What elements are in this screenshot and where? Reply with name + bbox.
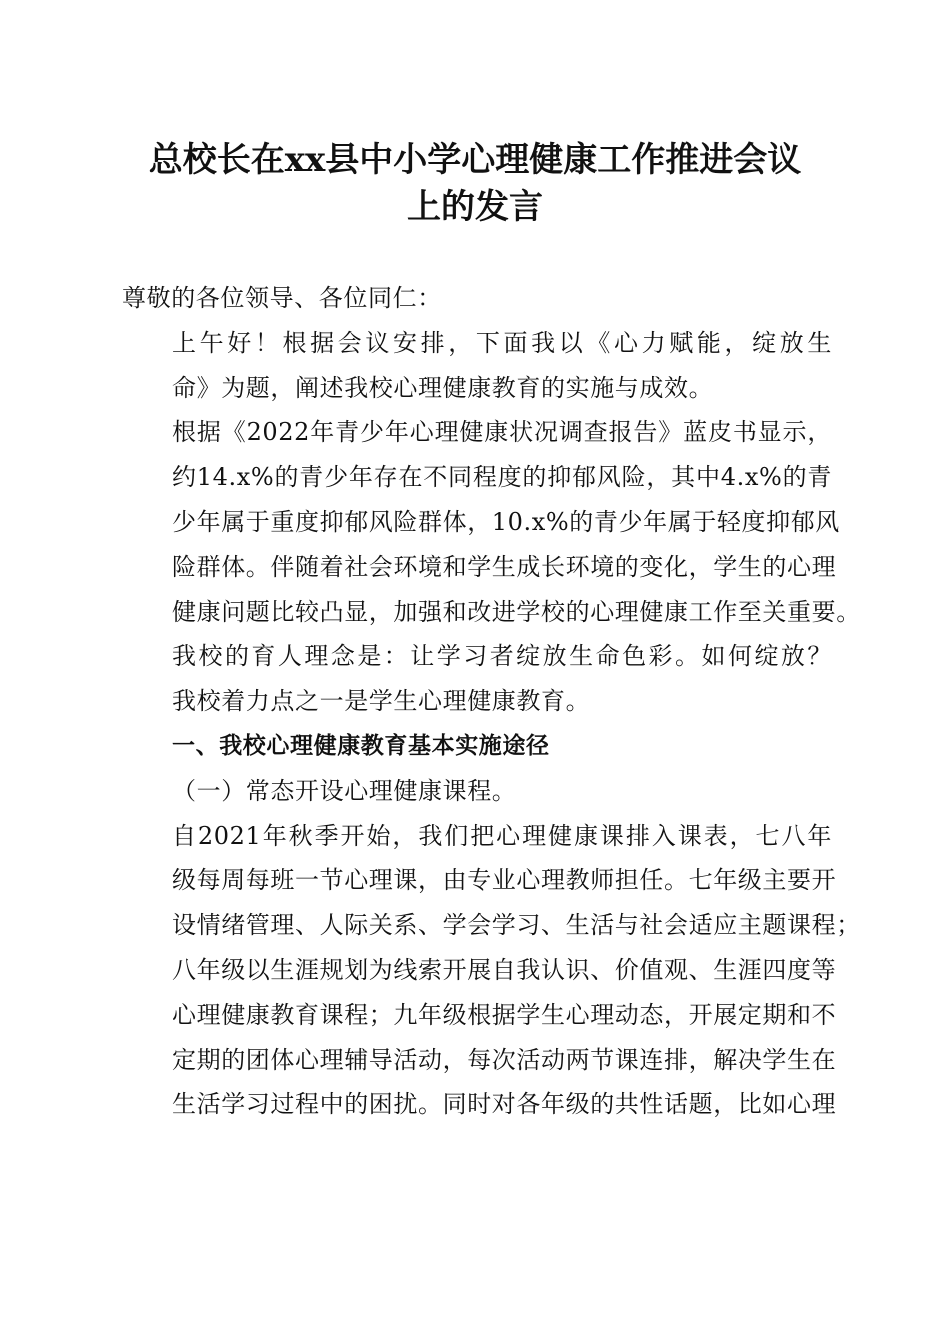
- paragraph-greeting: [122, 321, 832, 411]
- paragraph-line: 生活学习过程中的困扰。同时对各年级的共性话题，比如心理: [172, 1090, 837, 1119]
- paragraph-line: 约14.x%的青少年存在不同程度的抑郁风险，其中4.x%的青: [172, 463, 832, 492]
- section-heading-text: 一、我校心理健康教育基本实施途径: [172, 732, 550, 759]
- paragraph-curriculum: [122, 814, 861, 1128]
- title-line-2: 上的发言: [407, 187, 543, 227]
- title-line-1: 总校长在xx县中小学心理健康工作推进会议: [148, 140, 802, 180]
- paragraph-line: 根据《2022年青少年心理健康状况调查报告》蓝皮书显示，: [172, 418, 832, 447]
- salutation-text: 尊敬的各位领导、各位同仁：: [122, 284, 442, 312]
- paragraph-line: 健康问题比较凸显，加强和改进学校的心理健康工作至关重要。: [172, 597, 861, 626]
- paragraph-survey: [122, 410, 861, 634]
- paragraph-line: 我校着力点之一是学生心理健康教育。: [172, 687, 591, 716]
- paragraph-line: 上午好！根据会议安排，下面我以《心力赋能，绽放生: [172, 328, 832, 357]
- subsection-heading: [122, 769, 832, 814]
- paragraph-line: 险群体。伴随着社会环境和学生成长环境的变化，学生的心理: [172, 552, 837, 581]
- paragraph-line: 设情绪管理、人际关系、学会学习、生活与社会适应主题课程；: [172, 911, 861, 940]
- paragraph-line: 自2021年秋季开始，我们把心理健康课排入课表，七八年: [172, 821, 832, 850]
- paragraph-line: 我校的育人理念是：让学习者绽放生命色彩。如何绽放？: [172, 642, 832, 671]
- paragraph-line: 少年属于重度抑郁风险群体，10.x%的青少年属于轻度抑郁风: [172, 507, 840, 536]
- paragraph-philosophy: [122, 634, 832, 724]
- salutation: [122, 276, 832, 321]
- paragraph-line: 八年级以生涯规划为线索开展自我认识、价值观、生涯四度等: [172, 955, 837, 984]
- paragraph-line: 级每周每班一节心理课，由专业心理教师担任。七年级主要开: [172, 866, 837, 895]
- paragraph-line: 命》为题，阐述我校心理健康教育的实施与成效。: [172, 373, 714, 402]
- subsection-heading-text: （一）常态开设心理健康课程。: [172, 776, 517, 805]
- paragraph-line: 心理健康教育课程；九年级根据学生心理动态，开展定期和不: [172, 1000, 837, 1029]
- paragraph-line: 定期的团体心理辅导活动，每次活动两节课连排，解决学生在: [172, 1045, 837, 1074]
- document-title: [100, 137, 850, 231]
- section-heading: [122, 724, 832, 769]
- document-body: [122, 276, 861, 1127]
